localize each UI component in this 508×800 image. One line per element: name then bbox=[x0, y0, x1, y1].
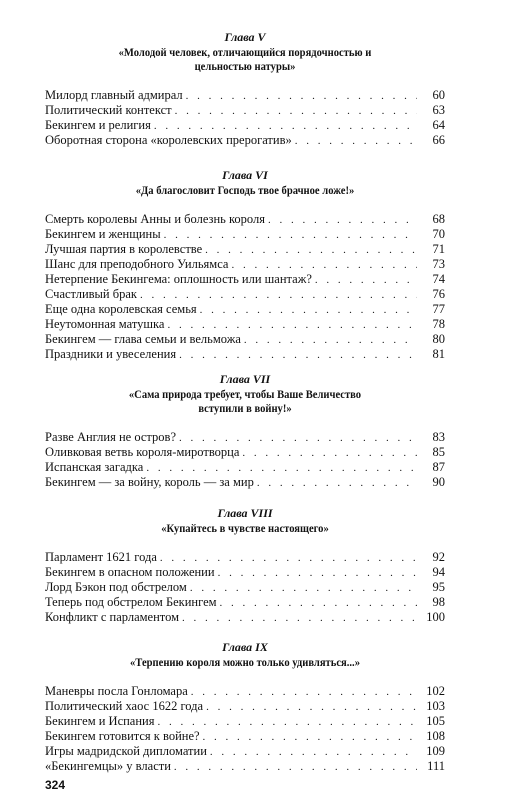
toc-entry[interactable] bbox=[45, 580, 445, 595]
chapter-section bbox=[45, 506, 445, 625]
entry-title: Счастливый брак bbox=[45, 287, 137, 301]
chapter-section bbox=[45, 30, 445, 148]
entry-title: Парламент 1621 года bbox=[45, 550, 157, 564]
chapter-label: Глава IX bbox=[222, 640, 268, 654]
dot-leader bbox=[218, 566, 417, 581]
entry-page-number: 77 bbox=[432, 302, 445, 316]
entry-page-number: 109 bbox=[426, 744, 445, 758]
toc-entry[interactable] bbox=[45, 445, 445, 460]
entry-page-number: 100 bbox=[426, 610, 445, 624]
dot-leader bbox=[179, 348, 417, 363]
entry-page-number: 70 bbox=[432, 227, 445, 241]
chapter-title: «Терпению короля можно только удивляться...» bbox=[130, 657, 360, 669]
toc-entry[interactable] bbox=[45, 103, 445, 118]
dot-leader bbox=[175, 104, 417, 119]
chapter-entries bbox=[45, 212, 445, 362]
dot-leader bbox=[140, 288, 417, 303]
entry-page-number: 68 bbox=[432, 212, 445, 226]
toc-entry[interactable] bbox=[45, 699, 445, 714]
dot-leader bbox=[154, 119, 417, 134]
page-number: 324 bbox=[45, 778, 66, 792]
toc-entry[interactable] bbox=[45, 118, 445, 133]
toc-entry[interactable] bbox=[45, 242, 445, 257]
dot-leader bbox=[205, 243, 417, 258]
dot-leader bbox=[242, 446, 417, 461]
dot-leader bbox=[174, 760, 417, 775]
entry-page-number: 111 bbox=[427, 759, 445, 773]
dot-leader bbox=[231, 258, 417, 273]
toc-entry[interactable] bbox=[45, 550, 445, 565]
entry-title: Смерть королевы Анны и болезнь короля bbox=[45, 212, 265, 226]
dot-leader bbox=[146, 461, 417, 476]
chapter-label: Глава V bbox=[224, 30, 266, 44]
entry-title: Политический контекст bbox=[45, 103, 172, 117]
chapter-title: «Купайтесь в чувстве настоящего» bbox=[161, 523, 329, 535]
entry-page-number: 105 bbox=[426, 714, 445, 728]
entry-page-number: 73 bbox=[432, 257, 445, 271]
entry-page-number: 60 bbox=[432, 88, 445, 102]
dot-leader bbox=[257, 476, 417, 491]
entry-page-number: 85 bbox=[432, 445, 445, 459]
entry-title: Нетерпение Бекингема: оплошность или шантаж? bbox=[45, 272, 312, 286]
toc-entry[interactable] bbox=[45, 475, 445, 490]
entry-title: Оливковая ветвь короля-миротворца bbox=[45, 445, 240, 459]
chapter-section bbox=[45, 640, 445, 774]
toc-entry[interactable] bbox=[45, 729, 445, 744]
entry-page-number: 66 bbox=[432, 133, 445, 147]
entry-page-number: 90 bbox=[432, 475, 445, 489]
chapter-entries bbox=[45, 88, 445, 148]
entry-title: Оборотная сторона «королевских прерогатив» bbox=[45, 133, 292, 147]
toc-entry[interactable] bbox=[45, 684, 445, 699]
chapter-title: «Да благословит Господь твое брачное ложе!» bbox=[135, 185, 355, 197]
entry-title: Маневры посла Гонломара bbox=[45, 684, 188, 698]
dot-leader bbox=[244, 333, 417, 348]
entry-page-number: 76 bbox=[432, 287, 445, 301]
entry-page-number: 64 bbox=[432, 118, 445, 132]
entry-page-number: 94 bbox=[432, 565, 445, 579]
entry-page-number: 71 bbox=[432, 242, 445, 256]
dot-leader bbox=[200, 303, 417, 318]
entry-page-number: 92 bbox=[432, 550, 445, 564]
entry-page-number: 83 bbox=[432, 430, 445, 444]
dot-leader bbox=[157, 715, 417, 730]
entry-title: Бекингем и религия bbox=[45, 118, 151, 132]
chapter-section bbox=[45, 372, 445, 490]
entry-page-number: 81 bbox=[432, 347, 445, 361]
entry-page-number: 103 bbox=[426, 699, 445, 713]
toc-entry[interactable] bbox=[45, 302, 445, 317]
entry-title: Лучшая партия в королевстве bbox=[45, 242, 203, 256]
entry-title: Милорд главный адмирал bbox=[45, 88, 183, 102]
chapter-section bbox=[45, 168, 445, 362]
dot-leader bbox=[164, 228, 417, 243]
toc-entry[interactable] bbox=[45, 133, 445, 148]
entry-title: Политический хаос 1622 года bbox=[45, 699, 204, 713]
entry-title: Лорд Бэкон под обстрелом bbox=[45, 580, 187, 594]
dot-leader bbox=[203, 730, 417, 745]
toc-entry[interactable] bbox=[45, 595, 445, 610]
entry-page-number: 95 bbox=[432, 580, 445, 594]
toc-entry[interactable] bbox=[45, 317, 445, 332]
toc-entry[interactable] bbox=[45, 430, 445, 445]
dot-leader bbox=[179, 431, 417, 446]
toc-entry[interactable] bbox=[45, 287, 445, 302]
chapter-label: Глава VI bbox=[222, 168, 268, 182]
entry-page-number: 63 bbox=[432, 103, 445, 117]
toc-entry[interactable] bbox=[45, 257, 445, 272]
entry-title: Игры мадридской дипломатии bbox=[45, 744, 207, 758]
entry-title: Шанс для преподобного Уильямса bbox=[45, 257, 229, 271]
dot-leader bbox=[315, 273, 417, 288]
dot-leader bbox=[190, 581, 417, 596]
toc-entry[interactable] bbox=[45, 347, 445, 362]
toc-entry[interactable] bbox=[45, 744, 445, 759]
dot-leader bbox=[268, 213, 417, 228]
entry-page-number: 87 bbox=[432, 460, 445, 474]
toc-entry[interactable] bbox=[45, 212, 445, 227]
entry-title: Теперь под обстрелом Бекингем bbox=[45, 595, 217, 609]
dot-leader bbox=[295, 134, 417, 149]
entry-title: Бекингем — за войну, король — за мир bbox=[45, 475, 254, 489]
entry-title: Разве Англия не остров? bbox=[45, 430, 176, 444]
dot-leader bbox=[206, 700, 417, 715]
dot-leader bbox=[220, 596, 417, 611]
entry-title: Бекингем в опасном положении bbox=[45, 565, 215, 579]
dot-leader bbox=[210, 745, 417, 760]
dot-leader bbox=[182, 611, 417, 626]
chapter-label: Глава VII bbox=[219, 372, 271, 386]
entry-page-number: 98 bbox=[432, 595, 445, 609]
entry-title: Праздники и увеселения bbox=[45, 347, 177, 361]
toc-entry[interactable] bbox=[45, 272, 445, 287]
chapter-entries bbox=[45, 684, 445, 774]
toc-entry[interactable] bbox=[45, 88, 445, 103]
entry-page-number: 102 bbox=[426, 684, 445, 698]
toc-entry[interactable] bbox=[45, 460, 445, 475]
entry-title: Еще одна королевская семья bbox=[45, 302, 197, 316]
entry-page-number: 80 bbox=[432, 332, 445, 346]
chapter-title: «Сама природа требует, чтобы Ваше Величество вступили в войну!» bbox=[128, 389, 362, 415]
toc-entry[interactable] bbox=[45, 332, 445, 347]
toc-entry[interactable] bbox=[45, 565, 445, 580]
dot-leader bbox=[191, 685, 417, 700]
chapter-label: Глава VIII bbox=[217, 506, 273, 520]
dot-leader bbox=[160, 551, 417, 566]
entry-page-number: 74 bbox=[432, 272, 445, 286]
chapter-entries bbox=[45, 550, 445, 625]
entry-title: Конфликт с парламентом bbox=[45, 610, 180, 624]
entry-title: Неутомонная матушка bbox=[45, 317, 165, 331]
entry-title: Бекингем готовится к войне? bbox=[45, 729, 200, 743]
entry-title: Бекингем — глава семьи и вельможа bbox=[45, 332, 241, 346]
chapter-entries bbox=[45, 430, 445, 490]
toc-entry[interactable] bbox=[45, 610, 445, 625]
entry-page-number: 78 bbox=[432, 317, 445, 331]
toc-entry[interactable] bbox=[45, 759, 445, 774]
chapter-title: «Молодой человек, отличающийся порядочностью и цельностью натуры» bbox=[118, 47, 372, 73]
toc-entry[interactable] bbox=[45, 714, 445, 729]
dot-leader bbox=[167, 318, 417, 333]
entry-title: Бекингем и Испания bbox=[45, 714, 155, 728]
toc-entry[interactable] bbox=[45, 227, 445, 242]
entry-title: Бекингем и женщины bbox=[45, 227, 161, 241]
entry-title: «Бекингемцы» у власти bbox=[45, 759, 171, 773]
dot-leader bbox=[186, 89, 417, 104]
entry-page-number: 108 bbox=[426, 729, 445, 743]
entry-title: Испанская загадка bbox=[45, 460, 144, 474]
